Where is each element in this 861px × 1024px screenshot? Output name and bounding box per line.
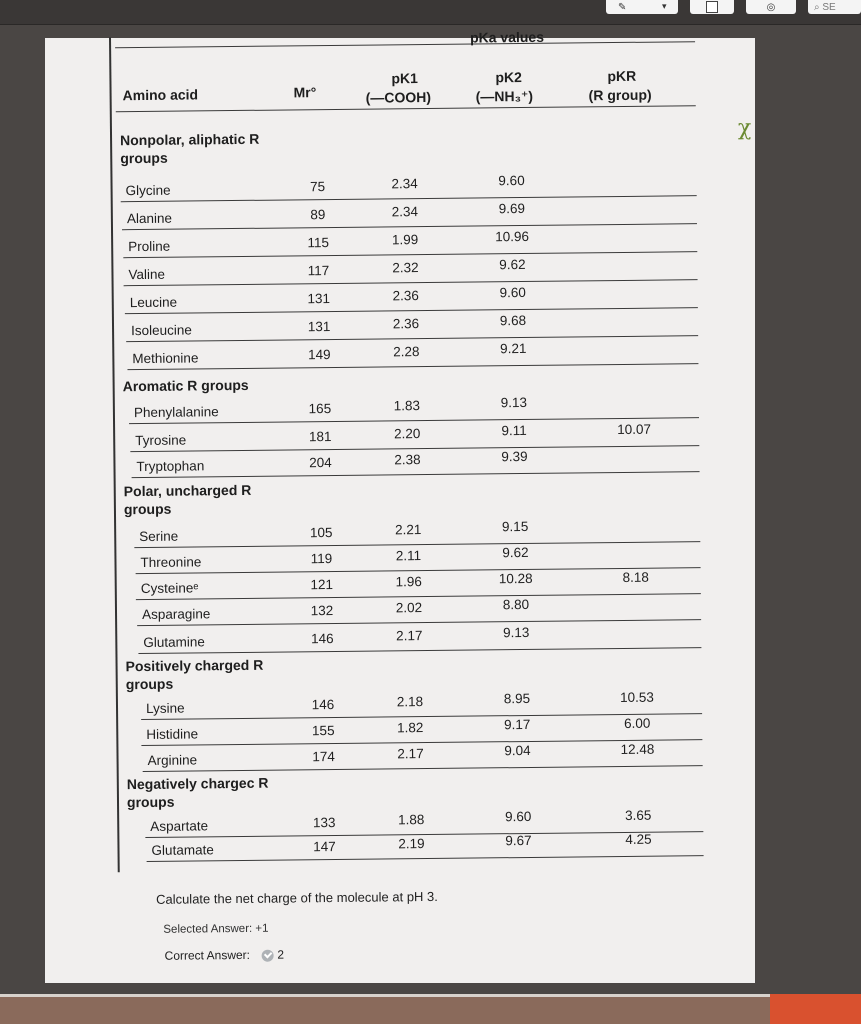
pk1-value: 1.88 [397, 812, 425, 828]
pk1-value: 2.17 [396, 628, 423, 644]
pk1-value: 1.82 [397, 720, 424, 736]
record-icon: ◎ [766, 1, 776, 13]
group-header: Negatively chargec R groups [126, 774, 269, 811]
header-bottom-rule [116, 105, 696, 112]
amino-acid-header: Amino acid [122, 86, 199, 104]
pk2-value: 9.39 [501, 448, 528, 465]
row-divider [137, 619, 701, 626]
mr-value: 147 [313, 839, 336, 855]
pk1-value: 2.34 [391, 204, 419, 220]
row-divider [136, 593, 701, 600]
pk2-header: pK2 [495, 69, 522, 86]
amino-acid-name: Arginine [147, 752, 198, 768]
pk1-value: 2.21 [394, 522, 422, 538]
row-divider [134, 541, 700, 548]
pk2-sub-header: (—NH₃⁺) [475, 87, 534, 105]
row-divider [122, 223, 697, 230]
amino-acid-name: Glycine [125, 182, 171, 199]
pk2-value: 9.60 [498, 172, 525, 189]
record-button[interactable] [746, 0, 796, 14]
pk2-value: 9.13 [503, 624, 530, 641]
pk2-value: 8.95 [503, 690, 531, 707]
pkr-value: 10.53 [619, 689, 654, 706]
bottom-accent [770, 994, 861, 1024]
selected-answer-value: +1 [255, 922, 269, 935]
amino-acid-name: Tryptophan [136, 458, 205, 475]
pk2-value: 9.04 [504, 742, 531, 759]
row-divider [125, 307, 698, 314]
pk1-value: 1.96 [395, 574, 422, 590]
row-divider [132, 471, 700, 478]
pk1-value: 2.28 [393, 344, 420, 360]
pk1-header: pK1 [391, 70, 418, 87]
amino-acid-name: Leucine [129, 294, 178, 311]
pka-values-header: pKa values [469, 28, 545, 46]
document-photo [45, 28, 755, 983]
pk2-value: 9.11 [501, 422, 527, 439]
pk2-value: 9.13 [500, 394, 528, 411]
pk1-value: 2.11 [395, 548, 422, 564]
mr-value: 131 [307, 319, 331, 335]
amino-acid-name: Proline [128, 238, 171, 255]
pk1-value: 2.32 [392, 260, 419, 276]
row-divider [143, 765, 703, 772]
amino-acid-name: Histidine [146, 726, 199, 742]
mr-value: 131 [307, 291, 331, 307]
pen-icon: ✎ [618, 1, 627, 13]
shape-tool-button[interactable] [690, 0, 734, 14]
table-left-rule [109, 37, 119, 872]
group-header: Aromatic R groups [122, 376, 249, 395]
mr-value: 133 [312, 815, 336, 831]
pk1-value: 2.38 [394, 452, 421, 468]
pkr-value: 8.18 [622, 569, 649, 585]
pk1-value: 2.17 [397, 746, 424, 762]
mr-value: 75 [309, 179, 326, 195]
amino-acid-name: Asparagine [141, 606, 211, 623]
correct-answer [165, 947, 285, 963]
question-text: Calculate the net charge of the molecule at pH 3. [155, 888, 438, 907]
pk1-value: 2.20 [393, 426, 421, 442]
amino-acid-name: Glutamine [143, 634, 205, 651]
square-icon [706, 1, 718, 13]
handwritten-mark: χ [737, 115, 752, 141]
bottom-divider [0, 994, 861, 997]
mr-value: 119 [310, 551, 333, 567]
mr-value: 115 [307, 235, 330, 251]
pk2-value: 9.17 [503, 716, 531, 733]
pk2-value: 9.68 [499, 312, 527, 329]
amino-acid-name: Isoleucine [130, 322, 192, 339]
pk2-value: 9.62 [499, 256, 526, 273]
app-toolbar [0, 0, 861, 25]
mr-value: 149 [307, 347, 331, 363]
row-divider [124, 279, 698, 286]
mr-value: 121 [310, 577, 334, 593]
pkr-value: 4.25 [625, 831, 652, 847]
row-divider [121, 195, 697, 202]
row-divider [126, 335, 698, 342]
mr-value: 146 [310, 631, 334, 647]
pkr-value: 10.07 [617, 421, 652, 438]
chevron-down-icon[interactable]: ▾ [662, 1, 667, 11]
mr-value: 174 [312, 749, 335, 765]
amino-acid-name: Alanine [126, 210, 173, 227]
pk2-value: 8.80 [502, 596, 530, 613]
pk2-value: 9.60 [499, 284, 526, 301]
mr-value: 155 [311, 723, 335, 739]
pkr-value: 3.65 [624, 807, 652, 823]
amino-acid-name: Threonine [140, 554, 202, 571]
group-header: Nonpolar, aliphatic R groups [119, 130, 260, 167]
amino-acid-name: Valine [128, 266, 166, 283]
bottom-bar [0, 994, 861, 1024]
pkr-sub-header: (R group) [588, 86, 652, 104]
mr-value: 105 [309, 525, 333, 541]
correct-answer-label: Correct Answer: [164, 947, 251, 963]
pk1-value: 2.36 [392, 288, 419, 304]
mr-value: 181 [308, 429, 332, 445]
row-divider [127, 363, 698, 370]
selected-answer [163, 923, 268, 936]
pk1-value: 1.83 [393, 398, 421, 414]
search-icon: ⌕ SE [814, 1, 836, 13]
pk1-value: 2.18 [396, 694, 424, 710]
pk1-value: 2.34 [391, 176, 418, 192]
header-top-rule [115, 41, 695, 48]
amino-acid-name: Glutamate [151, 842, 214, 858]
mr-header: Mr° [293, 84, 317, 101]
pk1-value: 2.19 [398, 836, 425, 852]
amino-acid-name: Serine [139, 528, 179, 545]
pk1-sub-header: (—COOH) [365, 88, 432, 106]
row-divider [123, 251, 697, 258]
pk2-value: 9.62 [502, 544, 529, 561]
row-divider [138, 647, 701, 654]
row-divider [130, 445, 699, 452]
pk2-value: 9.67 [505, 832, 532, 849]
pkr-value: 6.00 [623, 715, 651, 731]
amino-acid-name: Cysteineᵉ [140, 580, 199, 597]
amino-acid-name: Phenylalanine [133, 404, 219, 421]
amino-acid-name: Lysine [145, 700, 185, 716]
pk2-value: 10.96 [495, 228, 530, 245]
pk1-value: 2.36 [392, 316, 420, 332]
pk2-value: 9.15 [501, 518, 529, 535]
row-divider [147, 855, 704, 862]
amino-acid-name: Aspartate [150, 818, 209, 834]
correct-answer-value: 2 [277, 947, 285, 962]
group-header: Positively charged R groups [125, 656, 264, 693]
pk2-value: 9.69 [498, 200, 526, 217]
pkr-header: pKR [607, 67, 637, 85]
pkr-value: 12.48 [620, 741, 655, 758]
pk2-value: 9.21 [500, 340, 527, 357]
pk1-value: 2.02 [395, 600, 423, 616]
amino-acid-name: Tyrosine [135, 432, 187, 449]
mr-value: 146 [311, 697, 335, 713]
check-icon [262, 950, 274, 962]
selected-answer-label: Selected Answer: [163, 922, 253, 936]
pk2-value: 9.60 [504, 808, 532, 825]
mr-value: 165 [308, 401, 332, 417]
group-header: Polar, uncharged R groups [123, 481, 252, 518]
amino-acid-name: Methionine [132, 350, 199, 367]
pen-tool-button[interactable] [606, 0, 678, 14]
mr-value: 117 [307, 263, 330, 279]
mr-value: 132 [310, 603, 334, 619]
mr-value: 204 [309, 455, 332, 471]
amino-acid-table [45, 28, 765, 983]
pk2-value: 10.28 [498, 570, 533, 587]
mr-value: 89 [310, 207, 326, 223]
search-field[interactable] [808, 0, 861, 14]
pk1-value: 1.99 [391, 232, 419, 248]
